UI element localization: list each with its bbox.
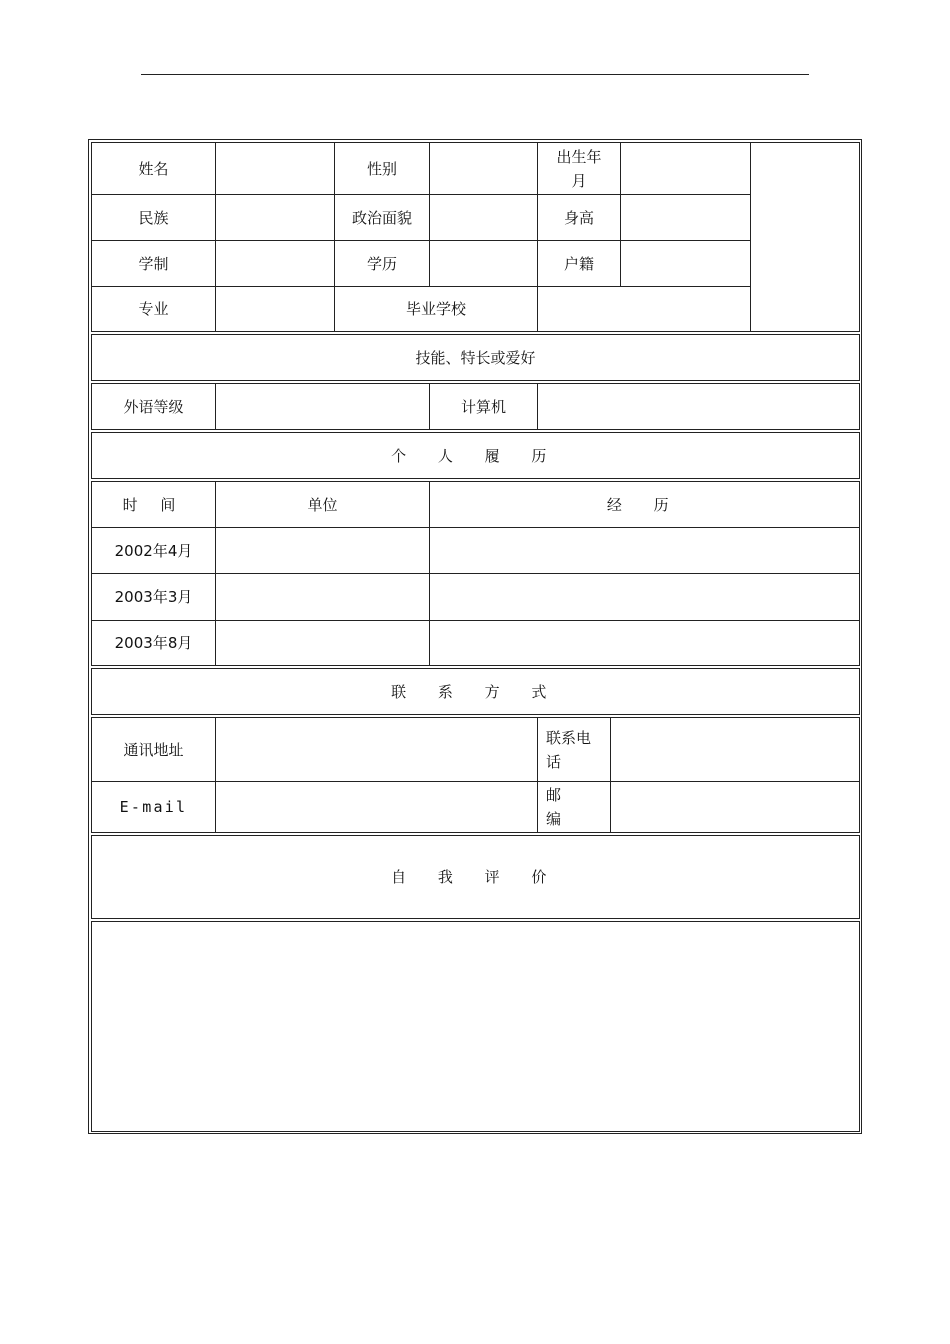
history-section-title: 个 人 履 历 [91, 432, 860, 479]
language-level-label: 外语等级 [91, 383, 216, 430]
height-field[interactable] [620, 194, 751, 241]
computer-field[interactable] [537, 383, 860, 430]
contact-section-title: 联 系 方 式 [91, 668, 860, 715]
major-label: 专业 [91, 286, 216, 332]
name-field[interactable] [215, 142, 335, 195]
photo-box[interactable] [750, 142, 860, 332]
address-label: 通讯地址 [91, 717, 216, 782]
political-status-field[interactable] [429, 194, 538, 241]
history-row-2-unit[interactable] [215, 573, 430, 621]
history-row-3-unit[interactable] [215, 620, 430, 666]
history-row-3-experience[interactable] [429, 620, 860, 666]
language-level-field[interactable] [215, 383, 430, 430]
height-label: 身高 [537, 194, 621, 241]
history-row-1-experience[interactable] [429, 527, 860, 574]
history-row-1-time: 2002年4月 [91, 527, 216, 574]
self-evaluation-field[interactable] [91, 921, 860, 1132]
history-col-unit: 单位 [215, 481, 430, 528]
history-row-2-time: 2003年3月 [91, 573, 216, 621]
gender-field[interactable] [429, 142, 538, 195]
education-field[interactable] [429, 240, 538, 287]
ethnicity-field[interactable] [215, 194, 335, 241]
household-field[interactable] [620, 240, 751, 287]
computer-label: 计算机 [429, 383, 538, 430]
email-label: E-mail [91, 781, 216, 833]
birth-field[interactable] [620, 142, 751, 195]
political-status-label: 政治面貌 [334, 194, 430, 241]
household-label: 户籍 [537, 240, 621, 287]
phone-label: 联系电话 [537, 717, 611, 782]
school-field[interactable] [537, 286, 751, 332]
education-label: 学历 [334, 240, 430, 287]
school-label: 毕业学校 [334, 286, 538, 332]
address-field[interactable] [215, 717, 538, 782]
major-field[interactable] [215, 286, 335, 332]
postcode-label: 邮编 [537, 781, 611, 833]
postcode-field[interactable] [610, 781, 860, 833]
birth-label: 出生年月 [537, 142, 621, 195]
history-row-1-unit[interactable] [215, 527, 430, 574]
self-evaluation-title: 自 我 评 价 [91, 835, 860, 919]
phone-field[interactable] [610, 717, 860, 782]
skills-section-title: 技能、特长或爱好 [91, 334, 860, 381]
history-col-time: 时 间 [91, 481, 216, 528]
schooling-label: 学制 [91, 240, 216, 287]
history-row-3-time: 2003年8月 [91, 620, 216, 666]
history-col-experience: 经 历 [429, 481, 860, 528]
history-row-2-experience[interactable] [429, 573, 860, 621]
ethnicity-label: 民族 [91, 194, 216, 241]
header-rule [141, 74, 809, 75]
gender-label: 性别 [334, 142, 430, 195]
schooling-field[interactable] [215, 240, 335, 287]
email-field[interactable] [215, 781, 538, 833]
name-label: 姓名 [91, 142, 216, 195]
